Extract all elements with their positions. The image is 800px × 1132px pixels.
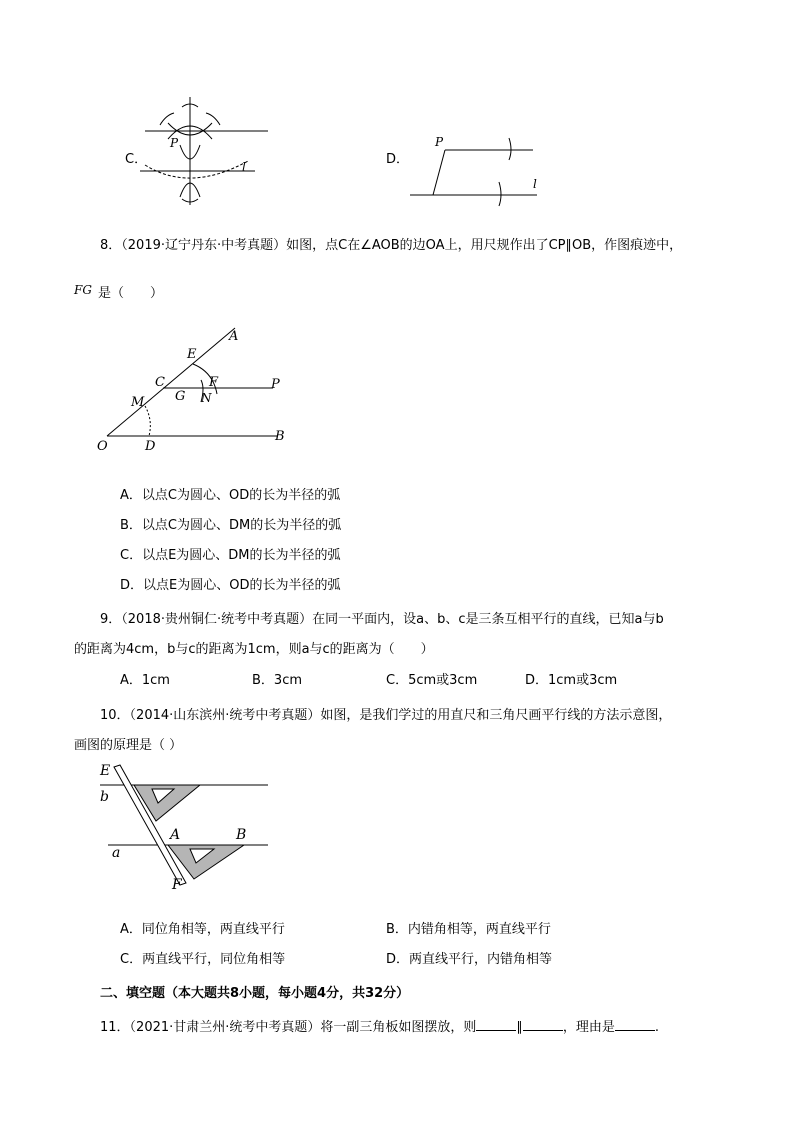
question-8-option-d[interactable]: D．以点E为圆心、OD的长为半径的弧 [120, 578, 341, 593]
question-8-arc-fg: FG [74, 283, 92, 297]
fig-d-label-l: l [533, 177, 537, 191]
question-11-blank-1[interactable] [476, 1016, 516, 1031]
question-11-prefix: 11．（2021·甘肃兰州·统考中考真题）将一副三角板如图摆放，则 [100, 1020, 477, 1035]
svg-text:M: M [131, 395, 145, 410]
svg-text:B: B [275, 429, 285, 444]
svg-text:F: F [172, 877, 182, 893]
svg-text:F: F [209, 375, 219, 390]
question-9-option-c[interactable]: C．5cm或3cm [386, 673, 478, 688]
svg-text:N: N [201, 391, 212, 405]
svg-text:A: A [170, 827, 181, 843]
fig-d-label-p: P [435, 135, 444, 149]
svg-text:E: E [100, 763, 111, 779]
svg-text:b: b [100, 789, 109, 805]
option-c-label: C． [125, 152, 148, 167]
question-9-stem-line2: 的距离为4cm，b与c的距离为1cm，则a与c的距离为（ ） [74, 642, 434, 657]
question-11-blank-2[interactable] [523, 1016, 563, 1031]
question-8-stem-line1: 8．（2019·辽宁丹东·中考真题）如图，点C在∠AOB的边OA上，用尺规作出了CP∥OB，作图痕迹中， [100, 238, 683, 253]
svg-text:P: P [271, 377, 280, 392]
svg-text:G: G [175, 389, 186, 404]
question-10-option-a[interactable]: A．同位角相等，两直线平行 [120, 922, 285, 937]
question-9-option-d[interactable]: D．1cm或3cm [525, 673, 618, 688]
figure-option-d [405, 130, 545, 214]
question-8-option-b[interactable]: B．以点C为圆心、DM的长为半径的弧 [120, 518, 342, 533]
question-9-option-a[interactable]: A．1cm [120, 673, 170, 688]
fig-c-label-p: P [170, 136, 179, 150]
question-11-middle: ，理由是 [562, 1020, 615, 1035]
question-11-stem [100, 1016, 659, 1038]
svg-text:D: D [145, 439, 156, 454]
svg-text:C: C [155, 375, 165, 390]
fig-c-label-l: l [242, 160, 246, 174]
question-10-option-c[interactable]: C．两直线平行，同位角相等 [120, 952, 286, 967]
question-10-stem-line2: 画图的原理是（ ） [74, 738, 183, 753]
question-10-stem-line1: 10．（2014·山东滨州·统考中考真题）如图，是我们学过的用直尺和三角尺画平行线的方法示意图， [100, 708, 672, 723]
figure-option-c [140, 95, 270, 214]
question-11-suffix: . [654, 1020, 660, 1035]
question-9-stem-line1: 9．（2018·贵州铜仁·统考中考真题）在同一平面内，设a、b、c是三条互相平行的直线，已知a与b [100, 612, 664, 627]
question-8-option-a[interactable]: A．以点C为圆心、OD的长为半径的弧 [120, 488, 341, 503]
question-10-option-b[interactable]: B．内错角相等，两直线平行 [386, 922, 551, 937]
svg-text:O: O [97, 439, 108, 454]
question-10-option-d[interactable]: D．两直线平行，内错角相等 [386, 952, 553, 967]
question-11-blank-3[interactable] [615, 1016, 655, 1031]
svg-text:B: B [236, 827, 247, 843]
figure-question-10 [90, 755, 280, 899]
question-8-option-c[interactable]: C．以点E为圆心、DM的长为半径的弧 [120, 548, 341, 563]
question-9-option-b[interactable]: B．3cm [252, 673, 303, 688]
question-11-parallel-symbol: ∥ [516, 1020, 523, 1035]
svg-text:a: a [112, 845, 121, 861]
question-8-stem-line2: 是（ ） [98, 286, 164, 301]
svg-text:E: E [187, 347, 197, 362]
option-d-label: D． [386, 152, 410, 167]
section-2-heading: 二、填空题（本大题共8小题，每小题4分，共32分） [100, 986, 410, 1001]
svg-text:A: A [229, 329, 239, 344]
figure-question-8 [95, 320, 295, 464]
